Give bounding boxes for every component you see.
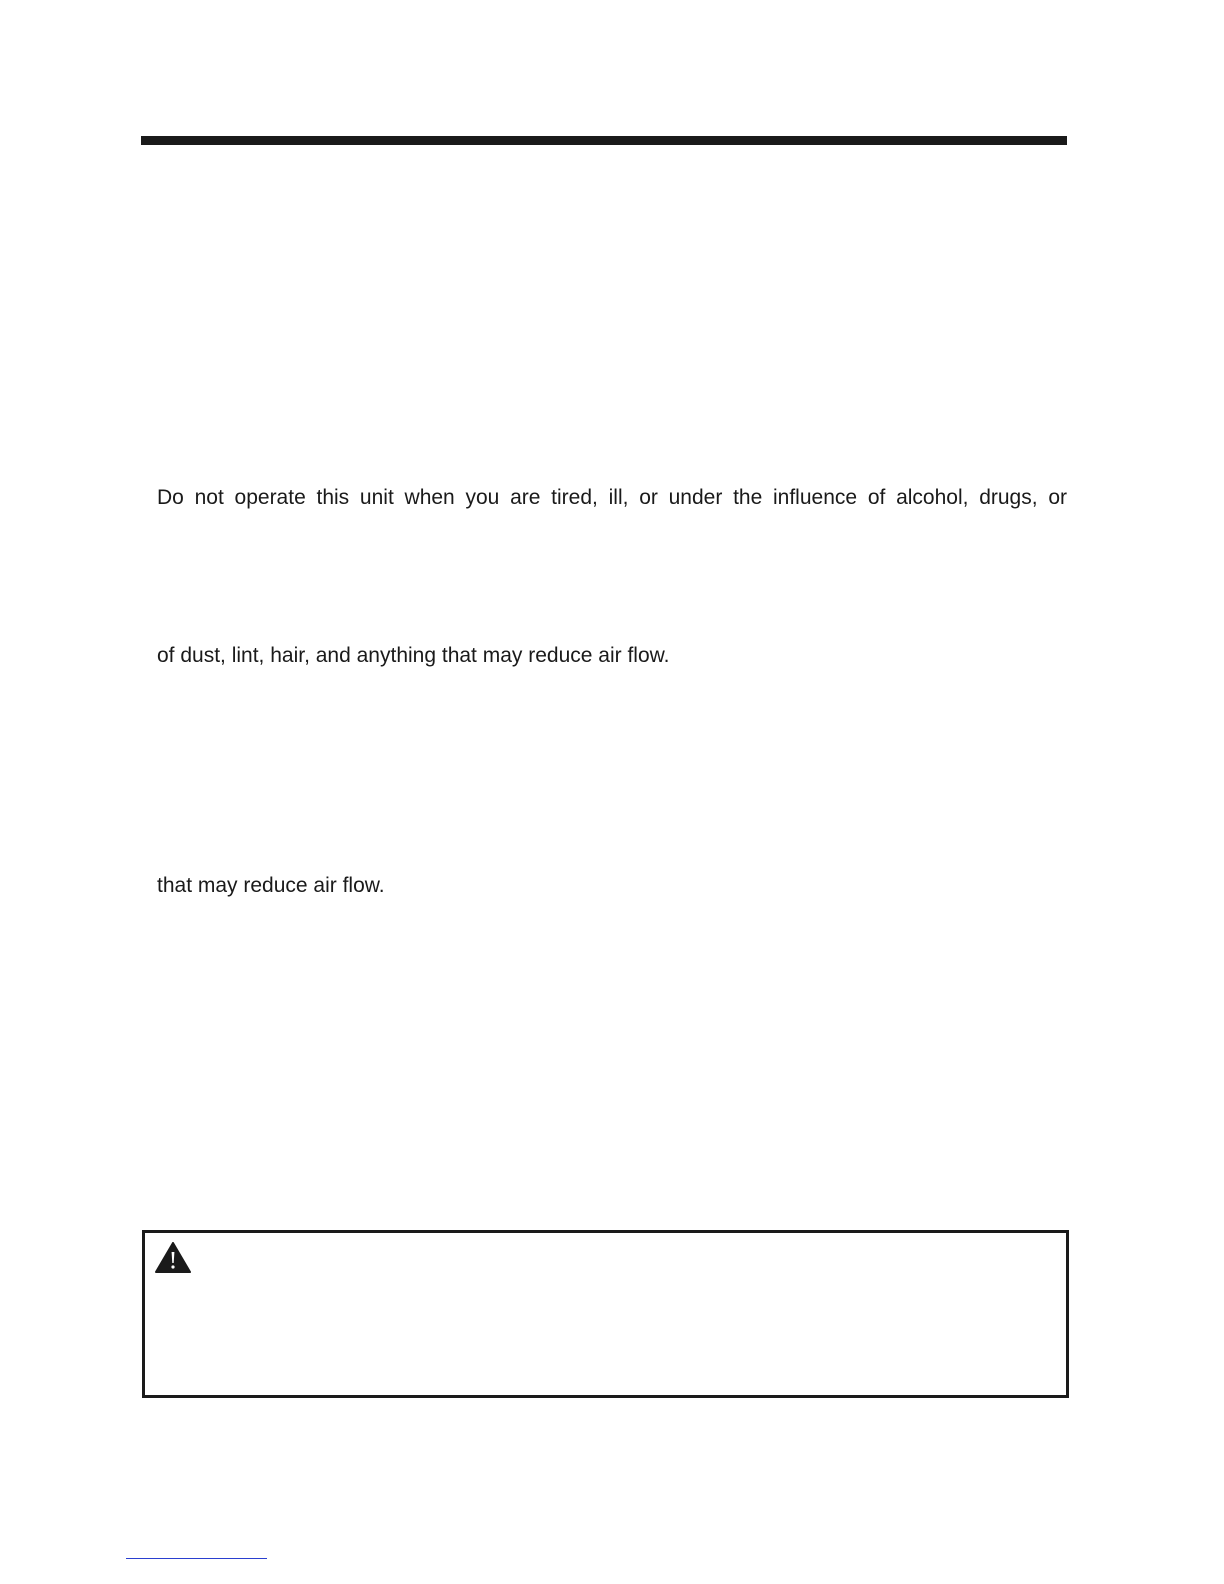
footer-link-underline[interactable] bbox=[126, 1558, 267, 1559]
top-divider-rule bbox=[141, 136, 1067, 145]
warning-box bbox=[142, 1230, 1069, 1398]
warning-triangle-icon bbox=[155, 1242, 191, 1273]
text-line-air-flow: that may reduce air flow. bbox=[157, 874, 385, 897]
text-line-air-flow-dust: of dust, lint, hair, and anything that may reduce air flow. bbox=[157, 644, 670, 667]
text-line-impairment-warning: Do not operate this unit when you are tired, ill, or under the influence of alcohol, drugs, or bbox=[157, 486, 1067, 509]
